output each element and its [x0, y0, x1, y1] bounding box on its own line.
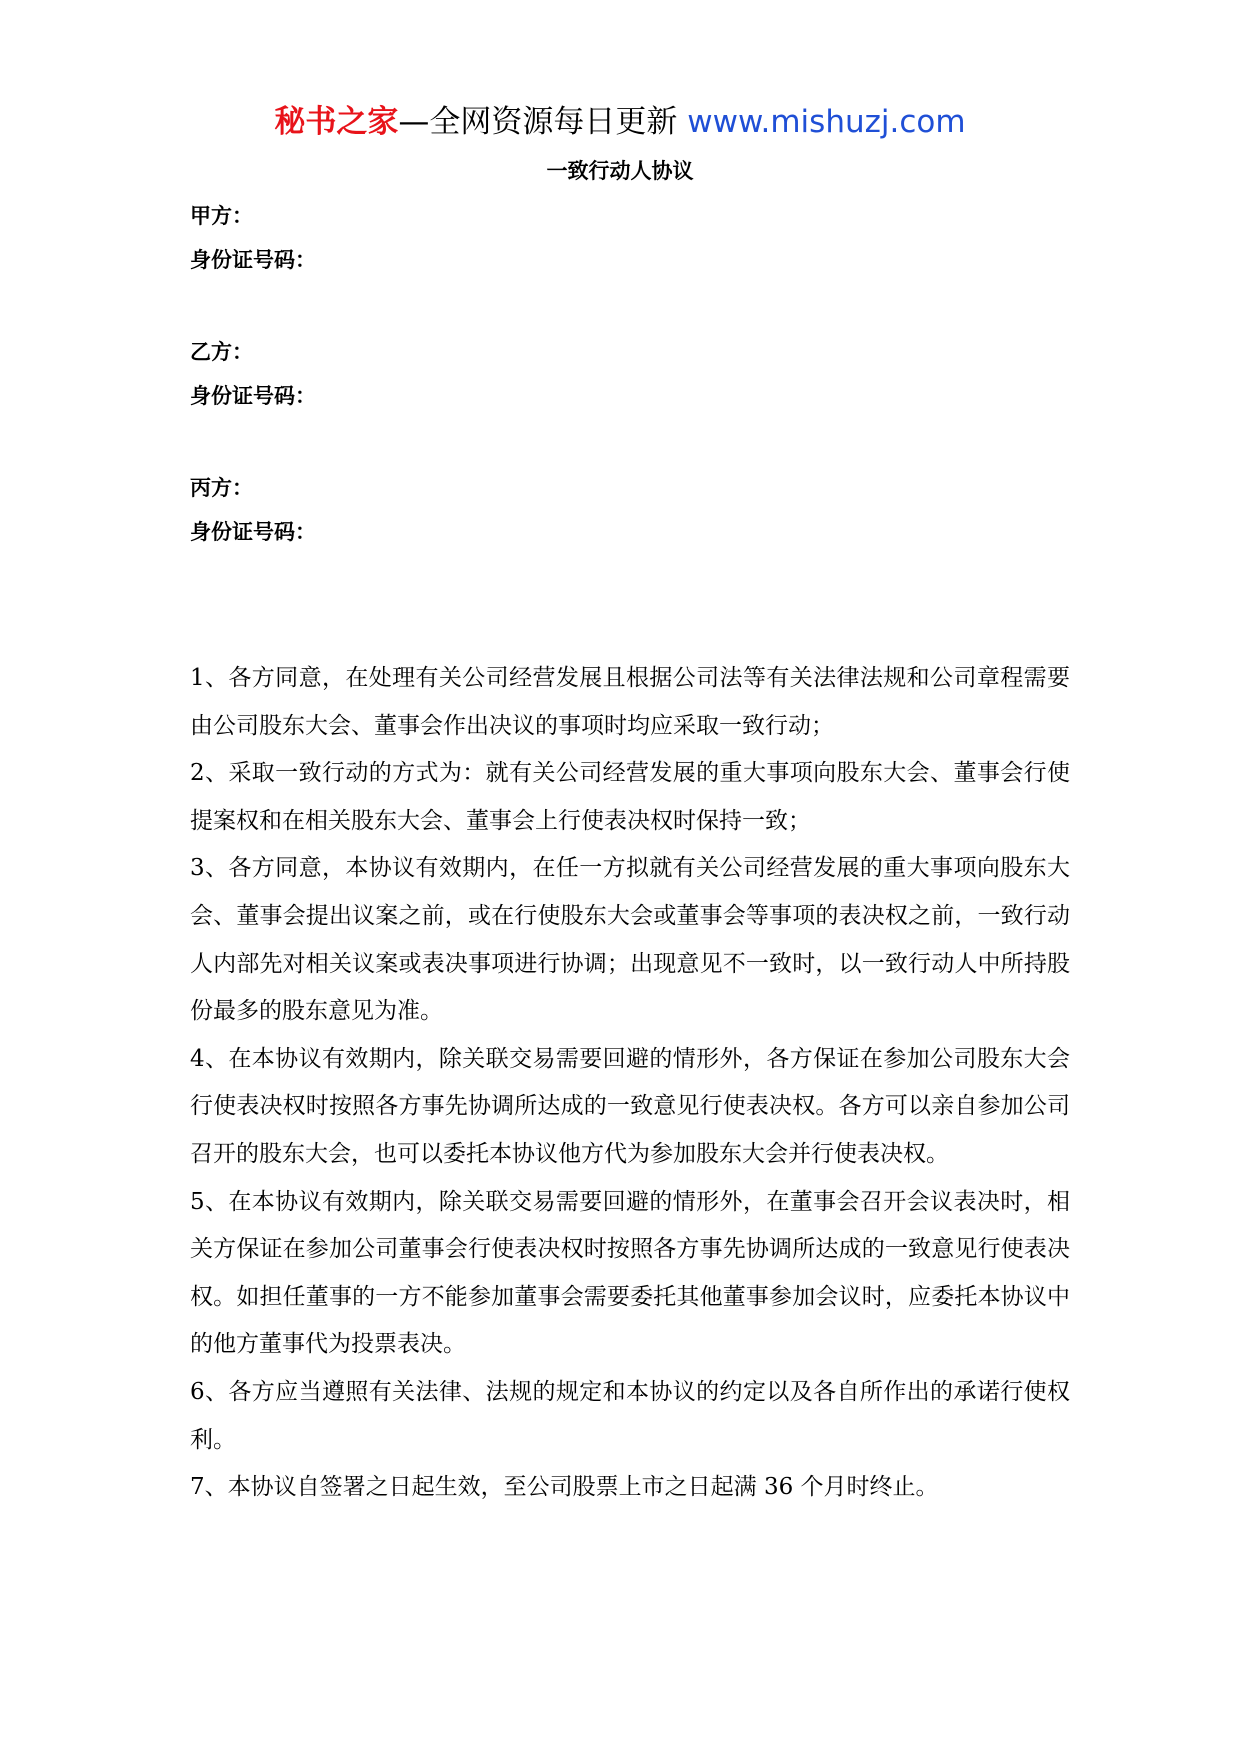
party-b-block — [190, 330, 316, 418]
clause-2: 2、采取一致行动的方式为：就有关公司经营发展的重大事项向股东大会、董事会行使提案权和在相关股东大会、董事会上行使表决权时保持一致； — [190, 760, 1070, 834]
party-a-id-label: 身份证号码： — [190, 248, 316, 272]
site-banner — [0, 102, 1240, 142]
banner-tagline: —全网资源每日更新 — [398, 104, 688, 140]
clause-5: 5、在本协议有效期内，除关联交易需要回避的情形外，在董事会召开会议表决时，相关方保证在参加公司董事会行使表决权时按照各方事先协调所达成的一致意见行使表决权。如担任董事的一方不能参加董事会需要委托其他董事参加会议时，应委托本协议中的他方董事代为投票表决。 — [190, 1188, 1070, 1358]
agreement-clauses — [190, 655, 1070, 1512]
clause-1: 1、各方同意，在处理有关公司经营发展且根据公司法等有关法律法规和公司章程需要由公司股东大会、董事会作出决议的事项时均应采取一致行动； — [190, 665, 1070, 739]
party-c-label: 丙方： — [190, 476, 253, 500]
party-c-block — [190, 466, 316, 554]
clause-6: 6、各方应当遵照有关法律、法规的规定和本协议的约定以及各自所作出的承诺行使权利。 — [190, 1378, 1070, 1453]
party-b-id-label: 身份证号码： — [190, 384, 316, 408]
party-a-block — [190, 194, 316, 282]
party-a-label: 甲方： — [190, 204, 253, 228]
party-c-id-label: 身份证号码： — [190, 520, 316, 544]
clause-3: 3、各方同意，本协议有效期内，在任一方拟就有关公司经营发展的重大事项向股东大会、董事会提出议案之前，或在行使股东大会或董事会等事项的表决权之前，一致行动人内部先对相关议案或表决事项进行协调；出现意见不一致时，以一致行动人中所持股份最多的股东意见为准。 — [190, 855, 1070, 1025]
document-title: 一致行动人协议 — [546, 159, 694, 183]
banner-url-link[interactable]: www.mishuzj.com — [687, 104, 966, 140]
banner-brand: 秘书之家 — [274, 104, 399, 140]
clause-7: 7、本协议自签署之日起生效，至公司股票上市之日起满 36 个月时终止。 — [190, 1474, 939, 1501]
clause-4: 4、在本协议有效期内，除关联交易需要回避的情形外，各方保证在参加公司股东大会行使表决权时按照各方事先协调所达成的一致意见行使表决权。各方可以亲自参加公司召开的股东大会，也可以委托本协议他方代为参加股东大会并行使表决权。 — [190, 1045, 1070, 1167]
party-b-label: 乙方： — [190, 340, 253, 364]
